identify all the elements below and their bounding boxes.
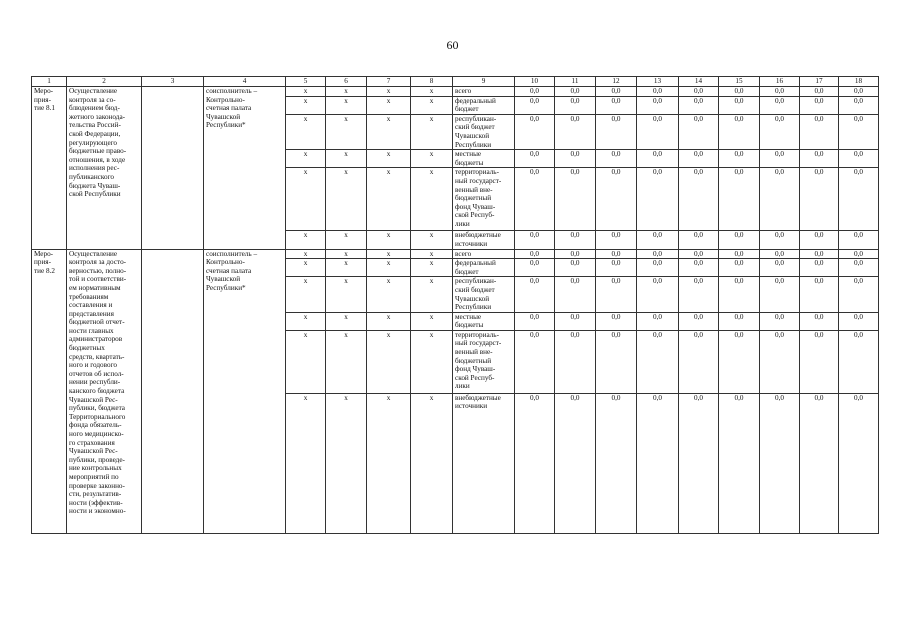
value-cell: 0,0	[596, 150, 637, 168]
x-mark-cell: x	[286, 277, 326, 312]
value-cell: 0,0	[515, 277, 555, 312]
value-cell: 0,0	[555, 259, 596, 277]
source-cell: территориаль- ный государст- венный вне- бюджетный фонд Чуваш- ской Респуб- лики	[453, 330, 515, 393]
value-cell: 0,0	[637, 168, 679, 231]
value-cell: 0,0	[637, 277, 679, 312]
value-cell: 0,0	[719, 259, 760, 277]
value-cell: 0,0	[637, 312, 679, 330]
source-cell: республикан- ский бюджет Чувашской Республики	[453, 114, 515, 149]
value-cell: 0,0	[555, 150, 596, 168]
value-cell: 0,0	[679, 150, 719, 168]
value-cell: 0,0	[637, 150, 679, 168]
value-cell: 0,0	[800, 114, 839, 149]
value-cell: 0,0	[760, 231, 800, 249]
value-cell: 0,0	[637, 96, 679, 114]
empty-cell	[142, 87, 204, 250]
x-mark-cell: x	[326, 393, 367, 533]
x-mark-cell: x	[326, 312, 367, 330]
table-body	[32, 77, 879, 534]
x-mark-cell: x	[367, 312, 411, 330]
value-cell: 0,0	[637, 231, 679, 249]
header-cell: 7	[367, 77, 411, 87]
value-cell: 0,0	[719, 249, 760, 259]
x-mark-cell: x	[326, 168, 367, 231]
value-cell: 0,0	[679, 231, 719, 249]
value-cell: 0,0	[719, 150, 760, 168]
header-cell: 15	[719, 77, 760, 87]
source-cell: федеральный бюджет	[453, 259, 515, 277]
header-cell: 11	[555, 77, 596, 87]
x-mark-cell: x	[367, 330, 411, 393]
value-cell: 0,0	[555, 393, 596, 533]
source-cell: внебюджетные источники	[453, 393, 515, 533]
x-mark-cell: x	[411, 150, 453, 168]
value-cell: 0,0	[679, 96, 719, 114]
x-mark-cell: x	[326, 114, 367, 149]
value-cell: 0,0	[596, 312, 637, 330]
value-cell: 0,0	[637, 259, 679, 277]
header-cell: 16	[760, 77, 800, 87]
page-number: 60	[446, 38, 459, 52]
header-cell: 1	[32, 77, 67, 87]
value-cell: 0,0	[515, 231, 555, 249]
value-cell: 0,0	[839, 249, 879, 259]
value-cell: 0,0	[800, 393, 839, 533]
value-cell: 0,0	[679, 330, 719, 393]
x-mark-cell: x	[411, 168, 453, 231]
value-cell: 0,0	[515, 259, 555, 277]
header-cell: 6	[326, 77, 367, 87]
value-cell: 0,0	[760, 168, 800, 231]
value-cell: 0,0	[800, 150, 839, 168]
value-cell: 0,0	[719, 277, 760, 312]
value-cell: 0,0	[800, 168, 839, 231]
value-cell: 0,0	[596, 393, 637, 533]
value-cell: 0,0	[679, 249, 719, 259]
x-mark-cell: x	[411, 393, 453, 533]
x-mark-cell: x	[411, 231, 453, 249]
header-cell: 2	[67, 77, 142, 87]
value-cell: 0,0	[596, 259, 637, 277]
x-mark-cell: x	[286, 96, 326, 114]
x-mark-cell: x	[286, 393, 326, 533]
value-cell: 0,0	[800, 96, 839, 114]
value-cell: 0,0	[515, 393, 555, 533]
header-cell: 14	[679, 77, 719, 87]
value-cell: 0,0	[760, 277, 800, 312]
value-cell: 0,0	[800, 277, 839, 312]
value-cell: 0,0	[800, 87, 839, 97]
event-cell: Меро- прия- тие 8.2	[32, 249, 67, 533]
value-cell: 0,0	[800, 249, 839, 259]
value-cell: 0,0	[515, 87, 555, 97]
value-cell: 0,0	[679, 168, 719, 231]
x-mark-cell: x	[411, 249, 453, 259]
x-mark-cell: x	[286, 114, 326, 149]
value-cell: 0,0	[800, 231, 839, 249]
header-row	[32, 77, 879, 87]
value-cell: 0,0	[555, 249, 596, 259]
value-cell: 0,0	[760, 87, 800, 97]
value-cell: 0,0	[719, 168, 760, 231]
value-cell: 0,0	[679, 312, 719, 330]
source-cell: территориаль- ный государст- венный вне- бюджетный фонд Чуваш- ской Респуб- лики	[453, 168, 515, 231]
source-cell: внебюджетные источники	[453, 231, 515, 249]
header-cell: 8	[411, 77, 453, 87]
x-mark-cell: x	[367, 231, 411, 249]
x-mark-cell: x	[326, 96, 367, 114]
header-cell: 12	[596, 77, 637, 87]
value-cell: 0,0	[800, 312, 839, 330]
value-cell: 0,0	[637, 330, 679, 393]
description-cell: Осуществление контроля за досто- верностью, полно- той и соответстви- ем нормативным требованиям составления и представления бюджетной отчет- ности главных администраторов бюджетных средств, квартать- ного и годового отчетов об испол- нении республи- канского бюджета Чувашской Рес- публики, бюджета Территориального фонда обязатель- ного медицинско- го страхования Чувашской Рес- публики, проведе- ние контрольных мероприятий по проверке законно- сти, результатив- ности (эффектив- ности и экономно-	[67, 249, 142, 533]
source-cell: местные бюджеты	[453, 150, 515, 168]
value-cell: 0,0	[839, 168, 879, 231]
description-cell: Осуществление контроля за со- блюдением бюд- жетного законода- тельства Россий- ской Федерации, регулирующего бюджетные право- отношения, в ходе исполнения рес- публиканского бюджета Чуваш- ской Республики	[67, 87, 142, 250]
source-cell: федеральный бюджет	[453, 96, 515, 114]
value-cell: 0,0	[555, 277, 596, 312]
x-mark-cell: x	[411, 87, 453, 97]
table-row	[32, 249, 879, 259]
value-cell: 0,0	[555, 312, 596, 330]
value-cell: 0,0	[839, 231, 879, 249]
value-cell: 0,0	[596, 87, 637, 97]
x-mark-cell: x	[326, 249, 367, 259]
value-cell: 0,0	[637, 249, 679, 259]
header-cell: 13	[637, 77, 679, 87]
value-cell: 0,0	[679, 114, 719, 149]
x-mark-cell: x	[326, 231, 367, 249]
value-cell: 0,0	[839, 393, 879, 533]
value-cell: 0,0	[637, 393, 679, 533]
x-mark-cell: x	[367, 87, 411, 97]
header-cell: 18	[839, 77, 879, 87]
value-cell: 0,0	[515, 330, 555, 393]
x-mark-cell: x	[367, 259, 411, 277]
x-mark-cell: x	[367, 168, 411, 231]
value-cell: 0,0	[719, 96, 760, 114]
value-cell: 0,0	[760, 330, 800, 393]
value-cell: 0,0	[839, 114, 879, 149]
header-cell: 3	[142, 77, 204, 87]
value-cell: 0,0	[596, 249, 637, 259]
table-row	[32, 87, 879, 97]
value-cell: 0,0	[839, 312, 879, 330]
value-cell: 0,0	[760, 249, 800, 259]
source-cell: республикан- ский бюджет Чувашской Республики	[453, 277, 515, 312]
header-cell: 17	[800, 77, 839, 87]
header-cell: 10	[515, 77, 555, 87]
value-cell: 0,0	[760, 393, 800, 533]
value-cell: 0,0	[719, 114, 760, 149]
x-mark-cell: x	[326, 330, 367, 393]
value-cell: 0,0	[555, 87, 596, 97]
x-mark-cell: x	[367, 114, 411, 149]
value-cell: 0,0	[719, 393, 760, 533]
value-cell: 0,0	[839, 330, 879, 393]
value-cell: 0,0	[719, 87, 760, 97]
value-cell: 0,0	[800, 259, 839, 277]
value-cell: 0,0	[719, 330, 760, 393]
x-mark-cell: x	[326, 259, 367, 277]
value-cell: 0,0	[555, 168, 596, 231]
x-mark-cell: x	[411, 277, 453, 312]
value-cell: 0,0	[515, 96, 555, 114]
source-cell: всего	[453, 87, 515, 97]
value-cell: 0,0	[839, 150, 879, 168]
x-mark-cell: x	[286, 168, 326, 231]
value-cell: 0,0	[839, 259, 879, 277]
x-mark-cell: x	[286, 330, 326, 393]
value-cell: 0,0	[596, 231, 637, 249]
x-mark-cell: x	[411, 96, 453, 114]
value-cell: 0,0	[679, 277, 719, 312]
executor-cell: соисполнитель – Контрольно- счетная палата Чувашской Республики*	[204, 249, 286, 533]
x-mark-cell: x	[367, 277, 411, 312]
value-cell: 0,0	[596, 96, 637, 114]
source-cell: всего	[453, 249, 515, 259]
x-mark-cell: x	[286, 150, 326, 168]
value-cell: 0,0	[719, 231, 760, 249]
value-cell: 0,0	[760, 259, 800, 277]
x-mark-cell: x	[367, 393, 411, 533]
empty-cell	[142, 249, 204, 533]
x-mark-cell: x	[411, 114, 453, 149]
value-cell: 0,0	[555, 96, 596, 114]
value-cell: 0,0	[637, 114, 679, 149]
x-mark-cell: x	[326, 87, 367, 97]
value-cell: 0,0	[637, 87, 679, 97]
x-mark-cell: x	[286, 249, 326, 259]
x-mark-cell: x	[411, 312, 453, 330]
x-mark-cell: x	[326, 277, 367, 312]
value-cell: 0,0	[555, 231, 596, 249]
x-mark-cell: x	[286, 259, 326, 277]
value-cell: 0,0	[839, 87, 879, 97]
value-cell: 0,0	[515, 150, 555, 168]
value-cell: 0,0	[515, 168, 555, 231]
value-cell: 0,0	[760, 150, 800, 168]
budget-table	[31, 76, 879, 534]
x-mark-cell: x	[326, 150, 367, 168]
header-cell: 4	[204, 77, 286, 87]
value-cell: 0,0	[760, 96, 800, 114]
value-cell: 0,0	[596, 114, 637, 149]
x-mark-cell: x	[367, 249, 411, 259]
value-cell: 0,0	[596, 168, 637, 231]
x-mark-cell: x	[411, 259, 453, 277]
value-cell: 0,0	[839, 96, 879, 114]
x-mark-cell: x	[286, 312, 326, 330]
value-cell: 0,0	[555, 330, 596, 393]
executor-cell: соисполнитель – Контрольно- счетная палата Чувашской Республики*	[204, 87, 286, 250]
value-cell: 0,0	[515, 249, 555, 259]
source-cell: местные бюджеты	[453, 312, 515, 330]
header-cell: 5	[286, 77, 326, 87]
x-mark-cell: x	[286, 231, 326, 249]
value-cell: 0,0	[515, 312, 555, 330]
value-cell: 0,0	[515, 114, 555, 149]
value-cell: 0,0	[596, 277, 637, 312]
value-cell: 0,0	[679, 259, 719, 277]
event-cell: Меро- прия- тие 8.1	[32, 87, 67, 250]
value-cell: 0,0	[719, 312, 760, 330]
x-mark-cell: x	[367, 150, 411, 168]
value-cell: 0,0	[760, 312, 800, 330]
value-cell: 0,0	[839, 277, 879, 312]
x-mark-cell: x	[367, 96, 411, 114]
value-cell: 0,0	[679, 87, 719, 97]
value-cell: 0,0	[800, 330, 839, 393]
value-cell: 0,0	[679, 393, 719, 533]
value-cell: 0,0	[596, 330, 637, 393]
x-mark-cell: x	[286, 87, 326, 97]
header-cell: 9	[453, 77, 515, 87]
value-cell: 0,0	[555, 114, 596, 149]
x-mark-cell: x	[411, 330, 453, 393]
value-cell: 0,0	[760, 114, 800, 149]
